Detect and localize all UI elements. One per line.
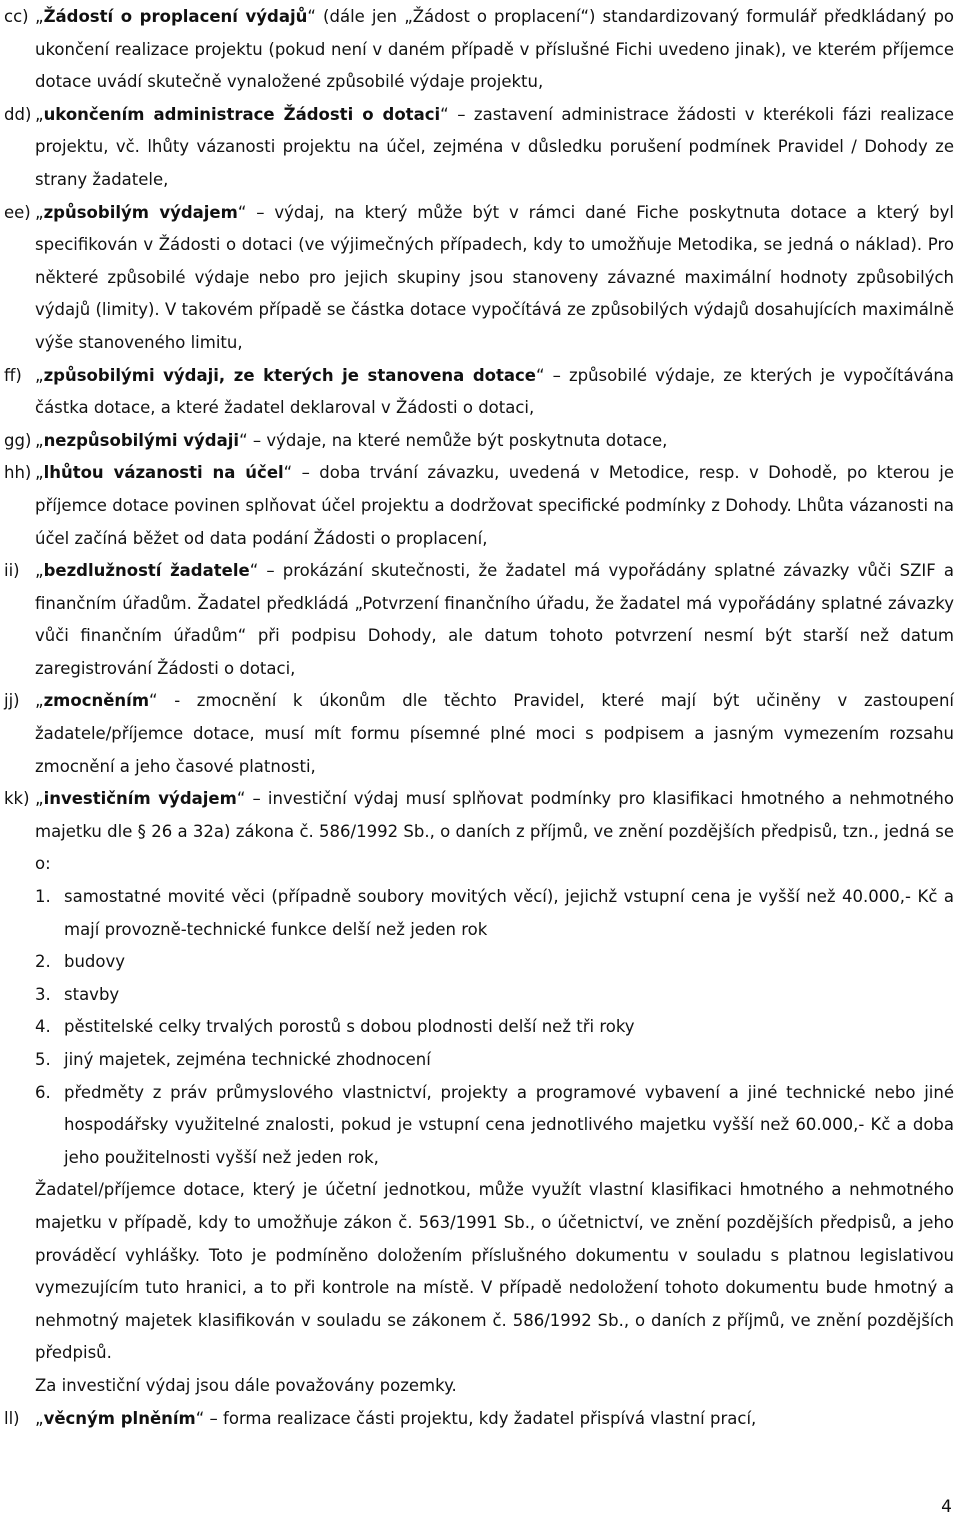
quote-close: “ (249, 561, 259, 581)
list-text: jiný majetek, zejména technické zhodnocení (64, 1050, 431, 1069)
page-number: 4 (941, 1497, 952, 1517)
list-number: 5. (35, 1050, 51, 1069)
defined-term: zmocněním (43, 691, 150, 711)
quote-open: „ (35, 789, 44, 809)
definition-ee (0, 197, 960, 360)
list-item (35, 979, 954, 1012)
definition-jj (0, 685, 960, 783)
land-paragraph: Za investiční výdaj jsou dále považovány pozemky. (35, 1375, 457, 1395)
list-item (35, 1011, 954, 1044)
quote-close: “ (283, 463, 293, 483)
quote-open: „ (35, 691, 44, 711)
definition-text: – zastavení administrace žádosti v kterékoli fázi realizace projektu, vč. lhůty vázanosti projektu na účel, zejména v důsledku porušení podmínek Pravidel / Dohody ze strany žadatele, (35, 104, 954, 189)
list-number: 1. (35, 887, 51, 907)
quote-close: “ (536, 365, 545, 385)
item-marker: gg) (4, 430, 32, 450)
definition-kk (0, 783, 960, 1402)
defined-term: investičním výdajem (43, 789, 237, 809)
list-number: 2. (35, 952, 51, 972)
definition-text: – způsobilé výdaje, ze kterých je vypočítávána částka dotace, a které žadatel deklaroval v Žádosti o dotaci, (35, 365, 954, 418)
defined-term: Žádostí o proplacení výdajů (43, 7, 308, 26)
list-number: 3. (35, 984, 51, 1004)
quote-open: „ (35, 430, 44, 450)
item-marker: ff) (4, 365, 22, 385)
list-text: samostatné movité věci (případně soubory movitých věcí), jejichž vstupní cena je vyšší než 40.000,- Kč a mají provozně-technické funkce delší než jeden rok (64, 887, 954, 939)
definition-ii (0, 555, 960, 685)
defined-term: lhůtou vázanosti na účel (43, 463, 284, 483)
list-item (35, 1077, 954, 1175)
definition-text: – výdaje, na které nemůže být poskytnuta dotace, (247, 430, 668, 450)
classification-paragraph: Žadatel/příjemce dotace, který je účetní jednotkou, může využít vlastní klasifikaci hmotného a nehmotného majetku v případě, kdy to umožňuje zákon č. 563/1991 Sb., o účetnictví, ve znění pozdějších předpisů, a jeho prováděcí vyhlášky. Toto je podmíněno doložením příslušného dokumentu v souladu s platnou legislativou vymezujícím tuto hranici, a to při kontrole na místě. V případě nedoložení tohoto dokumentu bude hmotný a nehmotný majetek klasifikován v souladu se zákonem č. 586/1992 Sb., o daních z příjmů, ve znění pozdějších předpisů. (35, 1180, 954, 1363)
definition-gg (0, 425, 960, 458)
definition-dd (0, 99, 960, 197)
quote-close: “ (149, 691, 158, 711)
definition-ll (0, 1403, 960, 1436)
definition-hh (0, 457, 960, 555)
item-marker: jj) (4, 691, 20, 711)
investment-list (35, 881, 954, 1174)
quote-close: “ (440, 104, 449, 124)
definition-text: – forma realizace části projektu, kdy žadatel přispívá vlastní prací, (204, 1408, 757, 1428)
list-number: 4. (35, 1017, 51, 1037)
quote-close: “ (239, 430, 248, 450)
quote-close: “ (236, 789, 246, 809)
defined-term: způsobilými výdaji, ze kterých je stanovena dotace (43, 365, 537, 385)
definition-text: - zmocnění k úkonům dle těchto Pravidel, které mají být učiněny v zastoupení žadatele/příjemce dotace, musí mít formu písemné plné moci s podpisem a jasným vymezením rozsahu zmocnění a jeho časové platnosti, (35, 691, 954, 776)
definition-text: – doba trvání závazku, uvedená v Metodice, resp. v Dohodě, po kterou je příjemce dotace povinen splňovat účel projektu a dodržovat specifické podmínky z Dohody. Lhůta vázanosti na účel začíná běžet od data podání Žádosti o proplacení, (35, 463, 954, 548)
quote-open: „ (35, 561, 44, 581)
quote-open: „ (35, 365, 44, 385)
item-marker: dd) (4, 104, 32, 124)
defined-term: způsobilým výdajem (43, 202, 238, 222)
list-item (35, 946, 954, 979)
quote-close: “ (237, 202, 247, 222)
list-item (35, 881, 954, 946)
list-text: budovy (64, 952, 126, 972)
definition-text: – výdaj, na který může být v rámci dané Fiche poskytnuta dotace a který byl specifikován v Žádosti o dotaci (ve výjimečných případech, kdy to umožňuje Metodika, se jedná o náklad). Pro některé způsobilé výdaje nebo pro jejich skupiny jsou stanoveny závazné maximální hodnoty způsobilých výdajů (limity). V takovém případě se částka dotace vypočítává ze způsobilých výdajů dosahujících maximálně výše stanoveného limitu, (35, 202, 954, 352)
definition-text: (dále jen „Žádost o proplacení“) standardizovaný formulář předkládaný po ukončení realizace projektu (pokud není v daném případě v příslušné Fichi uvedeno jinak), ve kterém příjemce dotace uvádí skutečně vynaložené způsobilé výdaje projektu, (35, 7, 955, 92)
defined-term: ukončením administrace Žádosti o dotaci (43, 104, 441, 124)
list-text: předměty z práv průmyslového vlastnictví, projekty a programové vybavení a jiné technické nebo jiné hospodářsky využitelné znalosti, pokud je vstupní cena jednotlivého majetku vyšší než 60.000,- Kč a doba jeho použitelnosti vyšší než jeden rok, (64, 1082, 954, 1167)
quote-open: „ (35, 7, 44, 26)
item-marker: hh) (4, 463, 32, 483)
quote-close: “ (195, 1408, 205, 1428)
list-text: pěstitelské celky trvalých porostů s dobou plodnosti delší než tři roky (64, 1017, 635, 1037)
item-marker: cc) (4, 7, 29, 26)
quote-open: „ (35, 1408, 44, 1428)
definition-text: – investiční výdaj musí splňovat podmínky pro klasifikaci hmotného a nehmotného majetku dle § 26 a 32a) zákona č. 586/1992 Sb., o daních z příjmů, ve znění pozdějších předpisů, tzn., jedná se o: (35, 789, 954, 874)
quote-open: „ (35, 463, 44, 483)
quote-open: „ (35, 202, 44, 222)
item-marker: ee) (4, 202, 31, 222)
quote-close: “ (307, 7, 316, 26)
item-marker: kk) (4, 789, 30, 809)
quote-open: „ (35, 104, 44, 124)
list-number: 6. (35, 1082, 51, 1102)
item-marker: ll) (4, 1408, 20, 1428)
defined-term: věcným plněním (43, 1408, 196, 1428)
item-marker: ii) (4, 561, 20, 581)
list-item (35, 1044, 954, 1077)
defined-term: bezdlužností žadatele (43, 561, 250, 581)
definition-ff (0, 360, 960, 425)
definition-text: – prokázání skutečnosti, že žadatel má vypořádány splatné závazky vůči SZIF a finančním úřadům. Žadatel předkládá „Potvrzení finančního úřadu, že žadatel má vypořádány splatné závazky vůči finančním úřadům“ při podpisu Dohody, ale datum tohoto potvrzení nesmí být starší než datum zaregistrování Žádosti o dotaci, (35, 561, 954, 678)
definition-cc (0, 1, 960, 99)
list-text: stavby (64, 984, 120, 1004)
defined-term: nezpůsobilými výdaji (43, 430, 240, 450)
